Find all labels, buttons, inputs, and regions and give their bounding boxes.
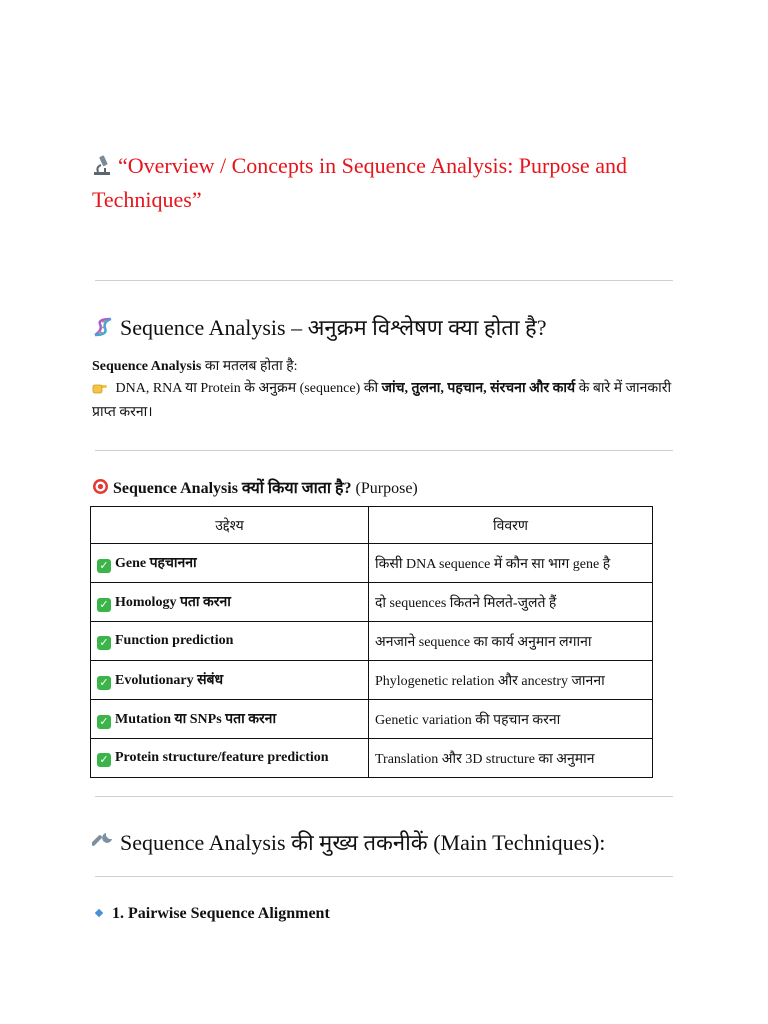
- check-mark-icon: ✓: [97, 559, 111, 573]
- definition-text-a: DNA, RNA या Protein के अनुक्रम (sequence) की: [112, 381, 382, 396]
- table-row: [91, 661, 653, 700]
- purpose-cell: [91, 739, 369, 778]
- heading-text: Sequence Analysis की मुख्य तकनीकें (Main Techniques):: [120, 830, 606, 855]
- blue-diamond-icon: [95, 909, 103, 917]
- purpose-text: Mutation या SNPs पता करना: [115, 712, 277, 727]
- header-description: विवरण: [369, 507, 653, 544]
- technique-item: [92, 902, 330, 926]
- wrench-icon: [92, 831, 114, 861]
- description-cell: Phylogenetic relation और ancestry जानना: [369, 661, 653, 700]
- technique-item-label: 1. Pairwise Sequence Alignment: [112, 905, 330, 922]
- table-row: [91, 700, 653, 739]
- intro-text: का मतलब होता है:: [201, 359, 298, 374]
- title-text: “Overview / Concepts in Sequence Analysis: Purpose and Techniques”: [92, 153, 627, 212]
- microscope-icon: [92, 153, 112, 184]
- purpose-text: Evolutionary संबंध: [115, 673, 224, 688]
- purpose-text: Protein structure/feature prediction: [115, 749, 329, 765]
- table-row: [91, 583, 653, 622]
- definition-text-c: के बारे में जानकारी प्राप्त करना।: [92, 381, 672, 420]
- purpose-table: [90, 506, 653, 778]
- check-mark-icon: ✓: [97, 753, 111, 767]
- purpose-cell: [91, 544, 369, 583]
- divider: [95, 876, 673, 877]
- purpose-text: Function prediction: [115, 632, 234, 648]
- divider: [95, 450, 673, 451]
- purpose-cell: [91, 700, 369, 739]
- purpose-cell: [91, 622, 369, 661]
- purpose-heading-rest: (Purpose): [351, 480, 418, 497]
- description-cell: Genetic variation की पहचान करना: [369, 700, 653, 739]
- pointing-hand-icon: [92, 380, 108, 402]
- table-row: [91, 739, 653, 778]
- definition-paragraph: [92, 356, 682, 424]
- page-title: [92, 150, 692, 215]
- purpose-cell: [91, 583, 369, 622]
- header-purpose: उद्देश्य: [91, 507, 369, 544]
- section-heading-techniques: [92, 828, 605, 861]
- target-icon: [92, 478, 109, 503]
- intro-bold: Sequence Analysis: [92, 359, 202, 374]
- section-heading-purpose: [92, 477, 418, 503]
- divider: [95, 280, 673, 281]
- table-header-row: [91, 507, 653, 544]
- section-heading-what-is: [92, 313, 546, 346]
- purpose-text: Homology पता करना: [115, 595, 231, 610]
- description-cell: अनजाने sequence का कार्य अनुमान लगाना: [369, 622, 653, 661]
- divider: [95, 796, 673, 797]
- check-mark-icon: ✓: [97, 715, 111, 729]
- purpose-text: Gene पहचानना: [115, 556, 197, 571]
- table-row: [91, 622, 653, 661]
- purpose-heading-bold: Sequence Analysis क्यों किया जाता है?: [113, 480, 352, 497]
- table-row: [91, 544, 653, 583]
- check-mark-icon: ✓: [97, 676, 111, 690]
- description-cell: Translation और 3D structure का अनुमान: [369, 739, 653, 778]
- description-cell: दो sequences कितने मिलते-जुलते हैं: [369, 583, 653, 622]
- description-cell: किसी DNA sequence में कौन सा भाग gene है: [369, 544, 653, 583]
- check-mark-icon: ✓: [97, 598, 111, 612]
- purpose-cell: [91, 661, 369, 700]
- check-mark-icon: ✓: [97, 636, 111, 650]
- heading-text: Sequence Analysis – अनुक्रम विश्लेषण क्या होता है?: [120, 315, 547, 340]
- dna-icon: [92, 316, 114, 346]
- definition-bold: जांच, तुलना, पहचान, संरचना और कार्य: [381, 381, 576, 396]
